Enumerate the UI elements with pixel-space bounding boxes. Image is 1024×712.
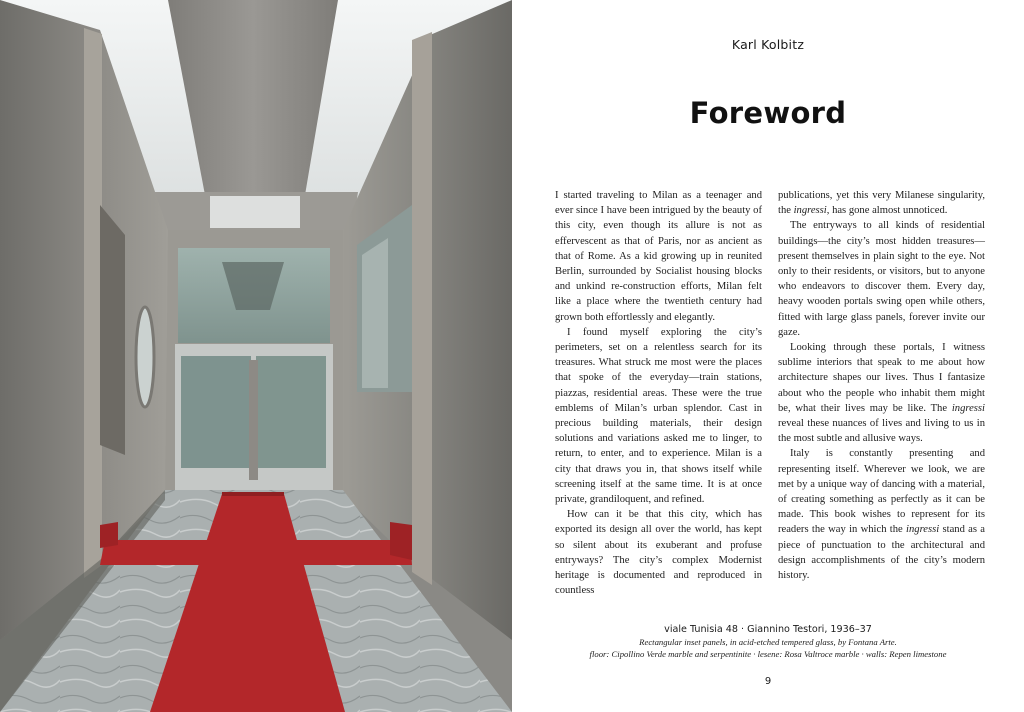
photo-caption	[512, 624, 1024, 660]
right-text-column	[778, 188, 985, 598]
paragraph: I started traveling to Milan as a teenager and ever since I have been intrigued by the beauty of this city, even though its allure is not as effervescent as that of Paris, nor as ancient as that of Rome. As a kid growing up in reunited Berlin, surrounded by Socialist housing blocks and unkind re-construction efforts, Milan felt like a place where the twentieth century had grown both effortlessly and elegantly.	[555, 190, 762, 323]
caption-title: viale Tunisia 48 · Giannino Testori, 1936–37	[664, 624, 872, 635]
round-mirror	[136, 307, 154, 407]
left-text-column	[555, 188, 762, 598]
left-niche	[100, 205, 125, 455]
glass-door-left	[181, 356, 251, 468]
paragraph: Looking through these portals, I witness sublime interiors that speak to me about how architecture shapes our lives. Thus I fantasize about who the people who inhabit them might be, what their lives may be like. The ingressi reveal these nuances of lives and living to us in the most subtle and allusive ways.	[778, 342, 985, 445]
paragraph: The entryways to all kinds of residential buildings—the city’s most hidden treasures—present themselves in plain sight to the eye. Not only to their residents, or visitors, but to anyone who endeavors to discover them. Every day, heavy wooden portals swing open while others, fitted with large glass panels, forever invite our gaze.	[778, 220, 985, 338]
author-name: Karl Kolbitz	[731, 37, 805, 52]
paragraph: Italy is constantly presenting and representing itself. Wherever we look, we are met by a unique way of dancing with a material, of creating something as perfectly as it can be made. This book wishes to represent for its readers the way in which the ingressi stand as a piece of punctuation to the architectural and design accomplishments of the city’s modern history.	[778, 448, 985, 582]
body-columns	[555, 188, 985, 598]
paragraph: How can it be that this city, which has exported its design all over the world, has kept so silent about its exuberant and profuse entryways? The city’s complex Modernist heritage is documented and reproduced in countless	[555, 509, 762, 597]
page-number: 9	[764, 676, 772, 687]
text-page	[512, 0, 1024, 712]
red-carpet-cross	[100, 540, 412, 565]
glass-door-right	[256, 356, 326, 468]
right-pilaster	[412, 32, 432, 585]
page-title: Foreword	[689, 96, 847, 130]
caption-line: Rectangular inset panels, in acid-etched tempered glass, by Fontana Arte.	[639, 637, 897, 647]
paragraph: I found myself exploring the city’s perimeters, set on a relentless search for its treasures. What struck me most were the places that spoke of the everyday—train stations, piazzas, residential areas. These were the true emblems of Milan’s urban splendor. Cast in precious building materials, their design solutions and variations asked me to linger, to return, to enter, and to experience. Milan is a city that draws you in, that shows itself while screening itself at the same time. It is at once private, grandiloquent, and refined.	[555, 326, 762, 506]
caption-line: floor: Cipollino Verde marble and serpentinite · lesene: Rosa Valtroce marble · walls: Repen limestone	[589, 648, 947, 659]
paragraph: publications, yet this very Milanese singularity, the ingressi, has gone almost unnoticed.	[778, 190, 985, 217]
left-pilaster	[84, 28, 102, 578]
